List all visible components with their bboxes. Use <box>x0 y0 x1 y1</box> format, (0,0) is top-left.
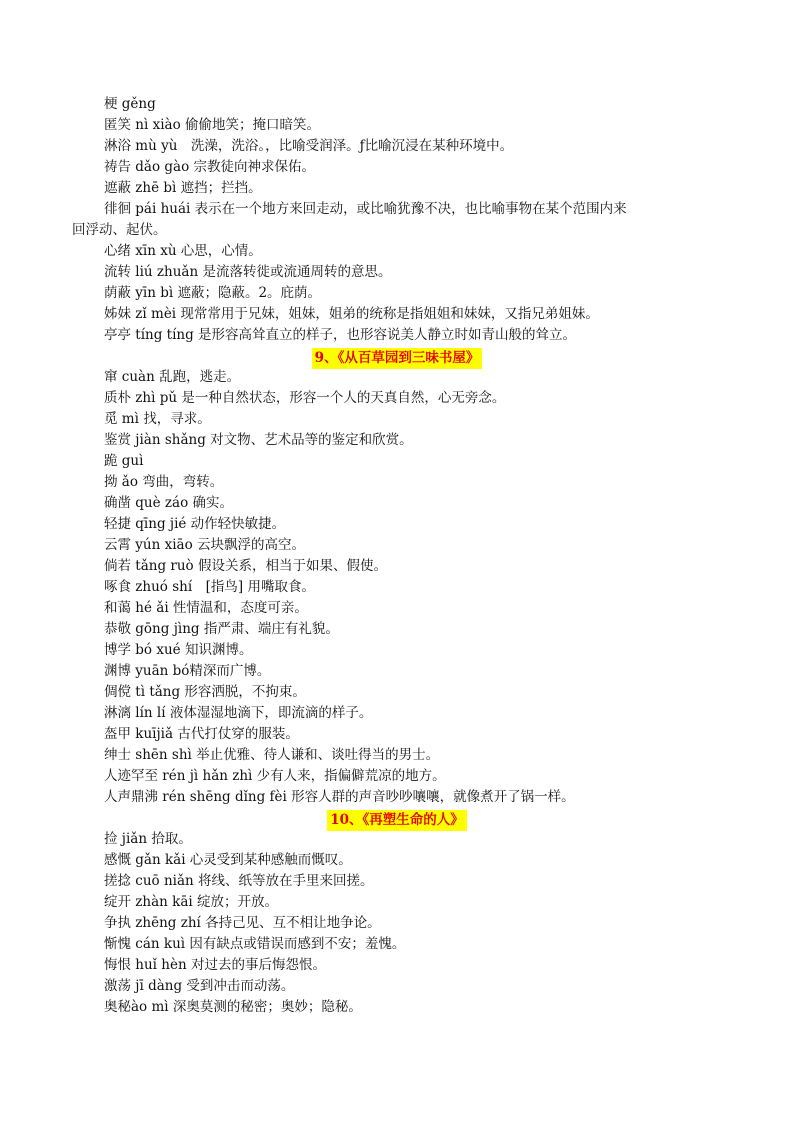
vocab-entry: 鉴赏 jiàn shǎng 对文物、艺术品等的鉴定和欣赏。 <box>104 432 413 448</box>
vocab-list <box>72 367 722 808</box>
vocab-entry: 梗 gěng <box>104 96 156 112</box>
vocab-entry: 拗 ǎo 弯曲，弯转。 <box>104 474 224 490</box>
section-heading-row <box>72 346 722 367</box>
vocab-entry: 匿笑 nì xiào 偷偷地笑；掩口暗笑。 <box>104 117 320 133</box>
vocab-entry: 云霄 yún xiāo 云块飘浮的高空。 <box>104 537 305 553</box>
vocab-entry: 争执 zhēng zhí 各持己见、互不相让地争论。 <box>104 915 381 931</box>
vocab-entry: 跪 guì <box>104 453 144 469</box>
vocab-entry: 绅士 shēn shì 举止优雅、待人谦和、谈吐得当的男士。 <box>104 747 440 763</box>
vocab-entry: 盔甲 kuījiǎ 古代打仗穿的服装。 <box>104 726 299 742</box>
vocab-entry: 渊博 yuān bó精深而广博。 <box>104 663 271 679</box>
vocab-entry: 激荡 jī dàng 受到冲击而动荡。 <box>104 978 295 994</box>
vocab-entry: 荫蔽 yīn bì 遮蔽；隐蔽。2。庇荫。 <box>104 285 322 301</box>
vocab-entry: 惭愧 cán kuì 因有缺点或错误而感到不安；羞愧。 <box>104 936 406 952</box>
vocab-entry: 人声鼎沸 rén shēng dǐng fèi 形容人群的声音吵吵嚷嚷，就像煮开了锅一样。 <box>104 789 575 805</box>
vocab-entry: 倘若 tǎng ruò 假设关系，相当于如果、假使。 <box>104 558 387 574</box>
vocab-entry: 奥秘ào mì 深奥莫测的秘密；奥妙；隐秘。 <box>104 999 362 1015</box>
vocab-entry: 恭敬 gōng jìng 指严肃、端庄有礼貌。 <box>104 621 339 637</box>
vocab-list <box>72 829 722 1018</box>
vocab-entry: 觅 mì 找，寻求。 <box>104 411 211 427</box>
vocab-entry: 搓捻 cuō niǎn 将线、纸等放在手里来回搓。 <box>104 873 374 889</box>
vocab-entry-continuation: 回浮动、起伏。 <box>72 222 167 238</box>
vocab-entry: 亭亭 tíng tíng 是形容高耸直立的样子，也形容说美人静立时如青山般的耸立。 <box>104 327 577 343</box>
vocab-entry: 绽开 zhàn kāi 绽放；开放。 <box>104 894 278 910</box>
vocab-entry: 心绪 xīn xù 心思，心情。 <box>104 243 262 259</box>
vocab-entry: 悔恨 huǐ hèn 对过去的事后悔怨恨。 <box>104 957 326 973</box>
vocab-entry: 博学 bó xué 知识渊博。 <box>104 642 253 658</box>
vocab-entry: 倜傥 tì tǎng 形容洒脱，不拘束。 <box>104 684 306 700</box>
vocab-entry: 遮蔽 zhē bì 遮挡；拦挡。 <box>104 180 262 196</box>
vocab-entry: 人迹罕至 rén jì hǎn zhì 少有人来，指偏僻荒凉的地方。 <box>104 768 446 784</box>
vocab-entry: 徘徊 pái huái 表示在一个地方来回走动，或比喻犹豫不决，也比喻事物在某个范围内来 <box>104 201 627 217</box>
vocab-entry: 确凿 què záo 确实。 <box>104 495 233 511</box>
vocab-entry: 淋漓 lín lí 液体湿湿地滴下，即流滴的样子。 <box>104 705 373 721</box>
section-heading-row <box>72 808 722 829</box>
vocab-entry: 祷告 dǎo gào 宗教徒向神求保佑。 <box>104 159 316 175</box>
vocab-entry: 姊妹 zǐ mèi 现常常用于兄妹，姐妹，姐弟的统称是指姐姐和妹妹，又指兄弟姐妹。 <box>104 306 599 322</box>
vocab-entry: 淋浴 mù yù 洗澡，洗浴。，比喻受润泽。ƒ比喻沉浸在某种环境中。 <box>104 138 514 154</box>
vocab-entry: 窜 cuàn 乱跑，逃走。 <box>104 369 241 385</box>
vocab-entry: 质朴 zhì pǔ 是一种自然状态，形容一个人的天真自然，心无旁念。 <box>104 390 506 406</box>
document-page <box>72 94 722 1018</box>
vocab-entry: 捡 jiǎn 拾取。 <box>104 831 192 847</box>
section-heading: 10、《再塑生命的人》 <box>327 810 467 831</box>
vocab-entry: 感慨 gǎn kǎi 心灵受到某种感触而慨叹。 <box>104 852 352 868</box>
vocab-list <box>72 94 722 346</box>
section-heading: 9、《从百草园到三味书屋》 <box>312 348 483 369</box>
vocab-entry: 轻捷 qīng jié 动作轻快敏捷。 <box>104 516 286 532</box>
vocab-entry: 和蔼 hé ǎi 性情温和，态度可亲。 <box>104 600 308 616</box>
vocab-entry: 流转 liú zhuǎn 是流落转徙或流通周转的意思。 <box>104 264 392 280</box>
vocab-entry: 啄食 zhuó shí [指鸟] 用嘴取食。 <box>104 579 315 595</box>
